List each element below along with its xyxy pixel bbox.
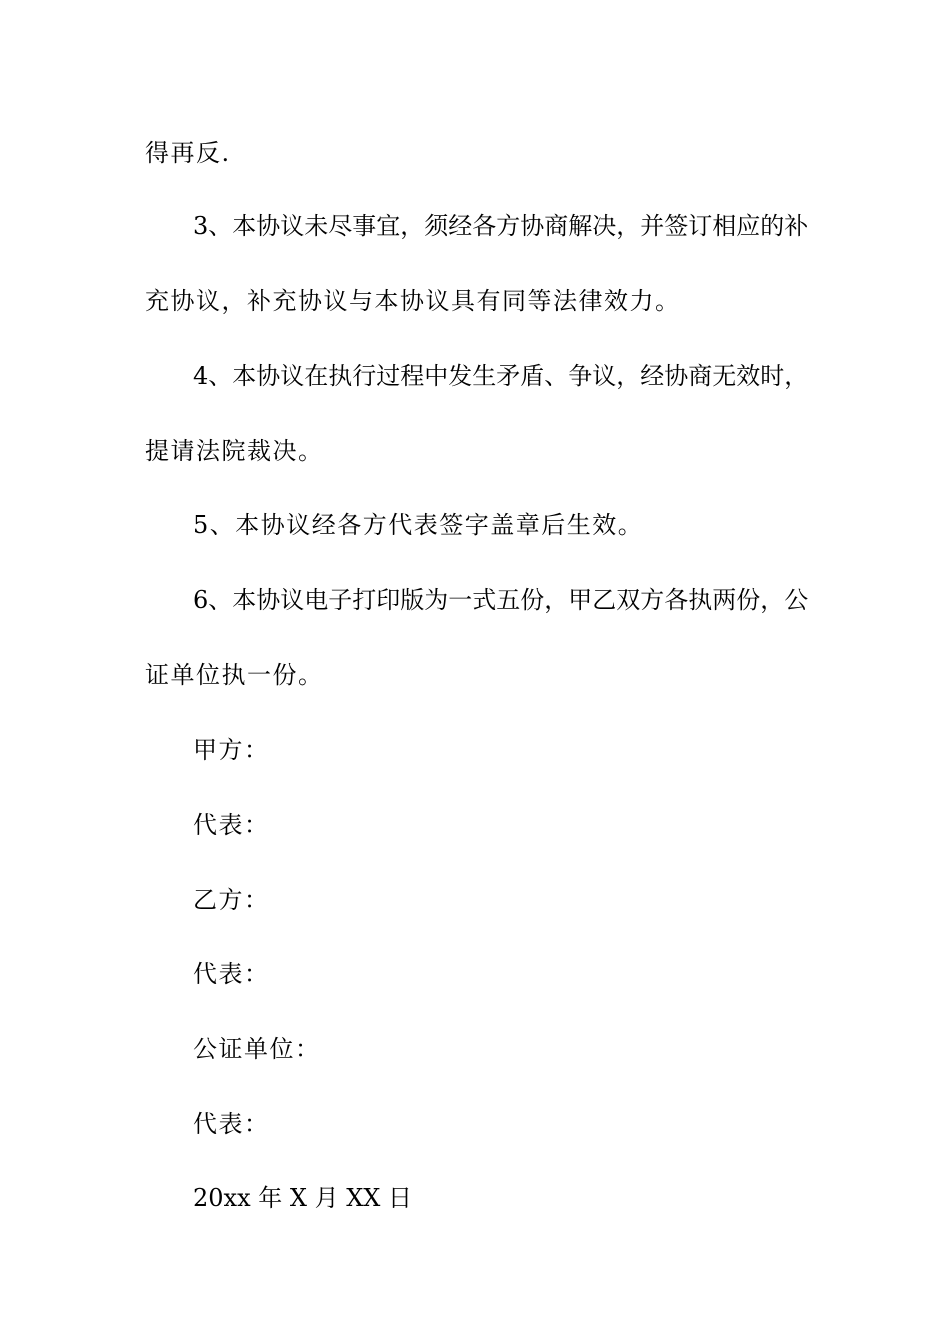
date-line: 20xx 年 X 月 XX 日 (193, 1184, 413, 1212)
paragraph-continuation-line: 得再反. (145, 139, 231, 167)
clause-6-line-1: 6、本协议电子打印版为一式五份，甲乙双方各执两份，公 (193, 586, 809, 614)
clause-3-line-2: 充协议，补充协议与本协议具有同等法律效力。 (145, 287, 681, 315)
party-a-label: 甲方： (193, 736, 270, 764)
clause-6-line-2: 证单位执一份。 (145, 661, 324, 689)
clause-5-line: 5、本协议经各方代表签字盖章后生效。 (193, 511, 644, 539)
clause-4-line-2: 提请法院裁决。 (145, 437, 324, 465)
party-a-rep-label: 代表： (193, 811, 270, 839)
notary-rep-label: 代表： (193, 1110, 270, 1138)
clause-4-line-1: 4、本协议在执行过程中发生矛盾、争议，经协商无效时， (193, 362, 809, 390)
notary-label: 公证单位： (193, 1035, 321, 1063)
party-b-label: 乙方： (193, 886, 270, 914)
party-b-rep-label: 代表： (193, 960, 270, 988)
clause-3-line-1: 3、本协议未尽事宜，须经各方协商解决，并签订相应的补 (193, 212, 809, 240)
